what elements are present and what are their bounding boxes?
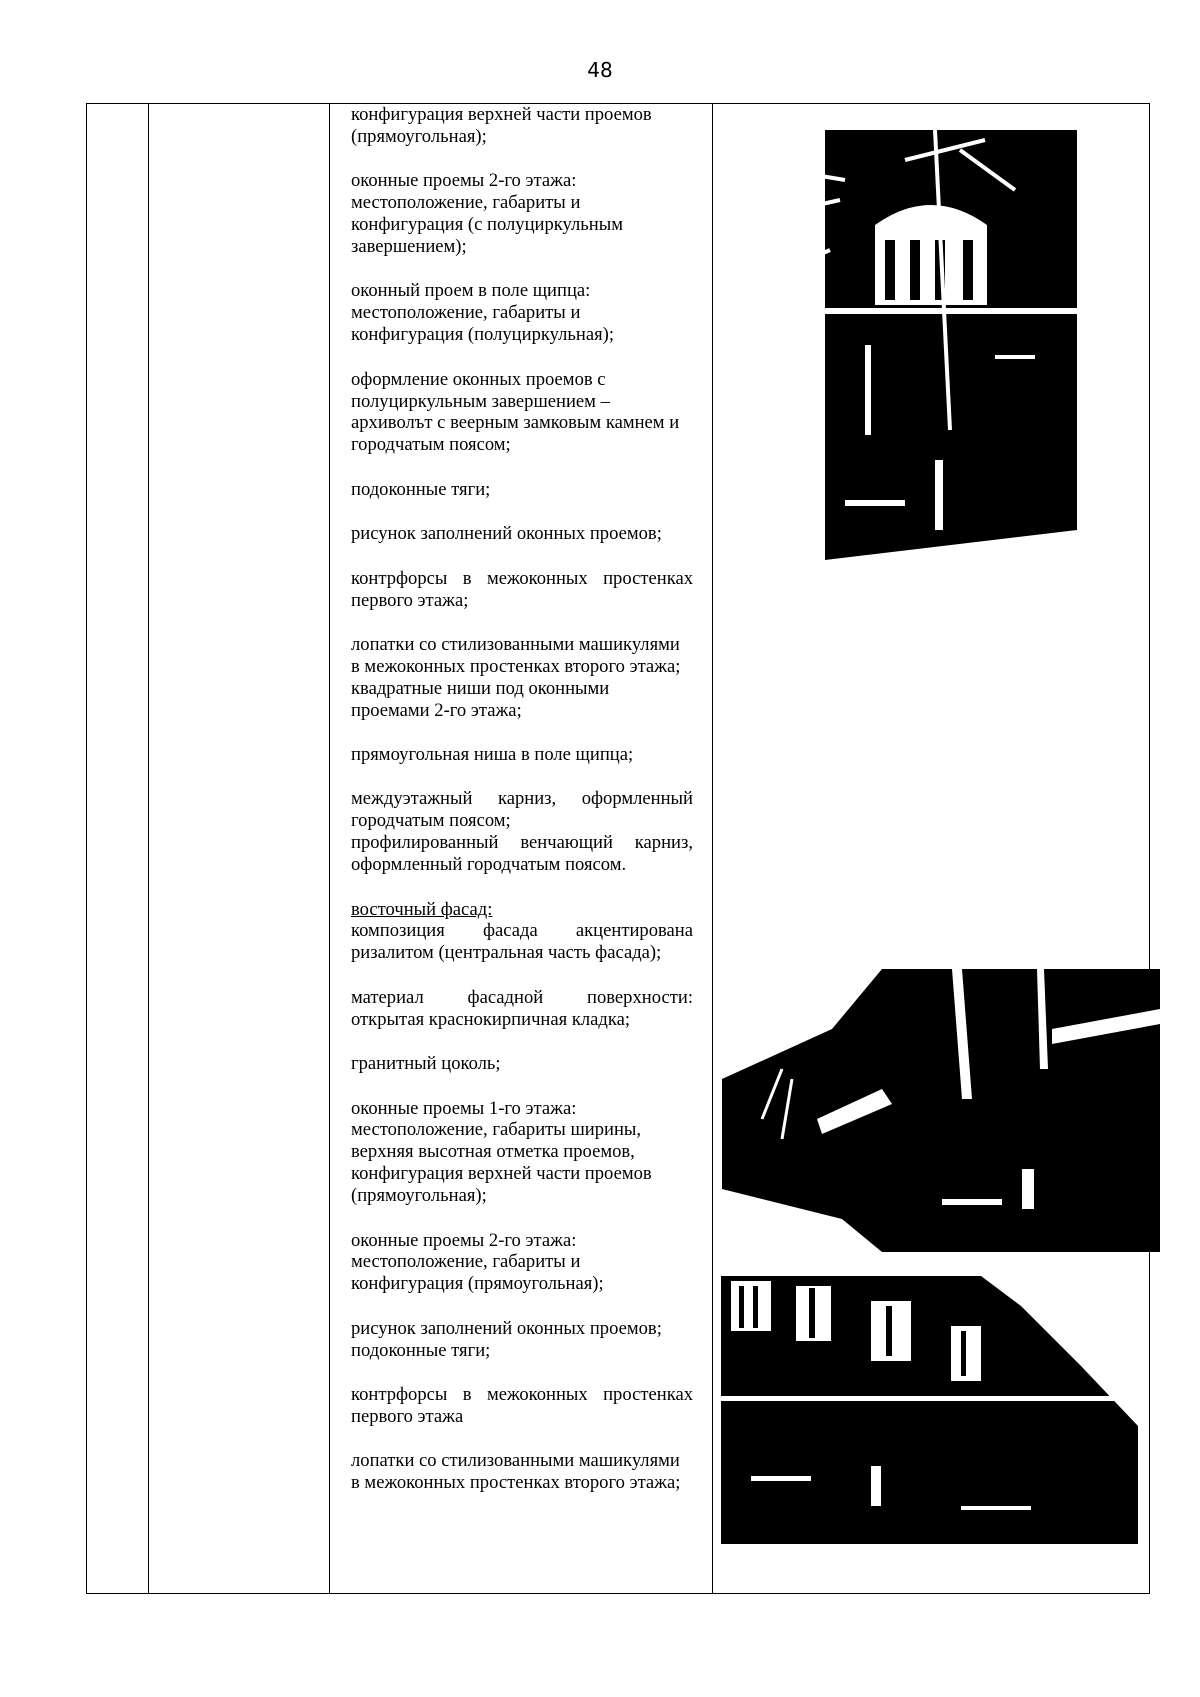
text-line: оконный проем в поле щипца: xyxy=(351,280,591,302)
text-line: рисунок заполнений оконных проемов; xyxy=(351,523,662,545)
facade-photo-1 xyxy=(785,130,1077,588)
text-line: открытая краснокирпичная кладка; xyxy=(351,1008,631,1030)
text-line xyxy=(351,899,693,921)
text-line: местоположение, габариты и xyxy=(351,192,581,214)
paragraph xyxy=(351,1318,693,1362)
text-line: контрфорсы в межоконных простенках xyxy=(351,1384,693,1406)
text-line: лопатки со стилизованными машикулями xyxy=(351,633,680,655)
text-line: местоположение, габариты и xyxy=(351,302,581,324)
paragraph xyxy=(351,568,693,612)
paragraph xyxy=(351,744,693,766)
column-divider xyxy=(712,104,713,1593)
paragraph xyxy=(351,104,693,148)
paragraph xyxy=(351,280,693,346)
paragraph xyxy=(351,1230,693,1296)
description-column xyxy=(341,104,703,1517)
paragraph xyxy=(351,1098,693,1208)
text-line: городчатым поясом; xyxy=(351,810,511,832)
text-line: подоконные тяги; xyxy=(351,1339,491,1361)
paragraph xyxy=(351,634,693,722)
text-line: конфигурация (прямоугольная); xyxy=(351,1273,604,1295)
east-facade-heading: восточный фасад: xyxy=(351,898,493,920)
text-line: полуциркульным завершением – xyxy=(351,390,610,412)
text-line: междуэтажный карниз, оформленный xyxy=(351,788,693,810)
paragraph xyxy=(351,788,693,876)
column-divider xyxy=(329,104,330,1593)
text-line: оконные проемы 2-го этажа: xyxy=(351,1229,577,1251)
text-line: местоположение, габариты ширины, xyxy=(351,1119,642,1141)
text-line: (прямоугольная); xyxy=(351,1185,487,1207)
paragraph xyxy=(351,1450,693,1494)
text-line: лопатки со стилизованными машикулями xyxy=(351,1450,680,1472)
text-line: гранитный цоколь; xyxy=(351,1053,501,1075)
paragraph xyxy=(351,1053,693,1075)
text-line: оконные проемы 1-го этажа: xyxy=(351,1097,577,1119)
text-line: подоконные тяги; xyxy=(351,478,491,500)
facade-photo-3 xyxy=(721,1276,1138,1544)
text-line: композиция фасада акцентирована xyxy=(351,920,693,942)
paragraph xyxy=(351,170,693,258)
text-line: рисунок заполнений оконных проемов; xyxy=(351,1317,662,1339)
text-line: в межоконных простенках второго этажа; xyxy=(351,655,681,677)
text-line: оформление оконных проемов с xyxy=(351,368,606,390)
text-line: проемами 2-го этажа; xyxy=(351,699,522,721)
text-line: архиволът с веерным замковым камнем и xyxy=(351,412,680,434)
text-line: конфигурация (полуциркульная); xyxy=(351,324,614,346)
text-line: оконные проемы 2-го этажа: xyxy=(351,170,577,192)
text-line: контрфорсы в межоконных простенках xyxy=(351,567,693,589)
text-line: конфигурация верхней части проемов xyxy=(351,1163,652,1185)
text-line: городчатым поясом; xyxy=(351,434,511,456)
text-line: местоположение, габариты и xyxy=(351,1251,581,1273)
text-line: профилированный венчающий карниз, xyxy=(351,832,693,854)
text-line: верхняя высотная отметка проемов, xyxy=(351,1141,635,1163)
page-number: 48 xyxy=(587,58,613,82)
paragraph xyxy=(351,987,693,1031)
paragraph xyxy=(351,369,693,457)
text-line: первого этажа; xyxy=(351,589,469,611)
column-divider xyxy=(148,104,149,1593)
text-line: ризалитом (центральная часть фасада); xyxy=(351,942,662,964)
text-line: прямоугольная ниша в поле щипца; xyxy=(351,744,634,766)
paragraph xyxy=(351,1384,693,1428)
text-line: конфигурация (с полуциркульным xyxy=(351,214,623,236)
paragraph xyxy=(351,523,693,545)
text-line: квадратные ниши под оконными xyxy=(351,677,610,699)
text-line: завершением); xyxy=(351,236,467,258)
paragraph xyxy=(351,899,693,965)
facade-photo-2 xyxy=(722,969,1160,1252)
text-line: материал фасадной поверхности: xyxy=(351,986,693,1008)
text-line: первого этажа xyxy=(351,1405,464,1427)
text-line: в межоконных простенках второго этажа; xyxy=(351,1472,681,1494)
text-line: конфигурация верхней части проемов xyxy=(351,104,652,125)
text-line: (прямоугольная); xyxy=(351,125,487,147)
paragraph xyxy=(351,479,693,501)
text-line: оформленный городчатым поясом. xyxy=(351,854,627,876)
